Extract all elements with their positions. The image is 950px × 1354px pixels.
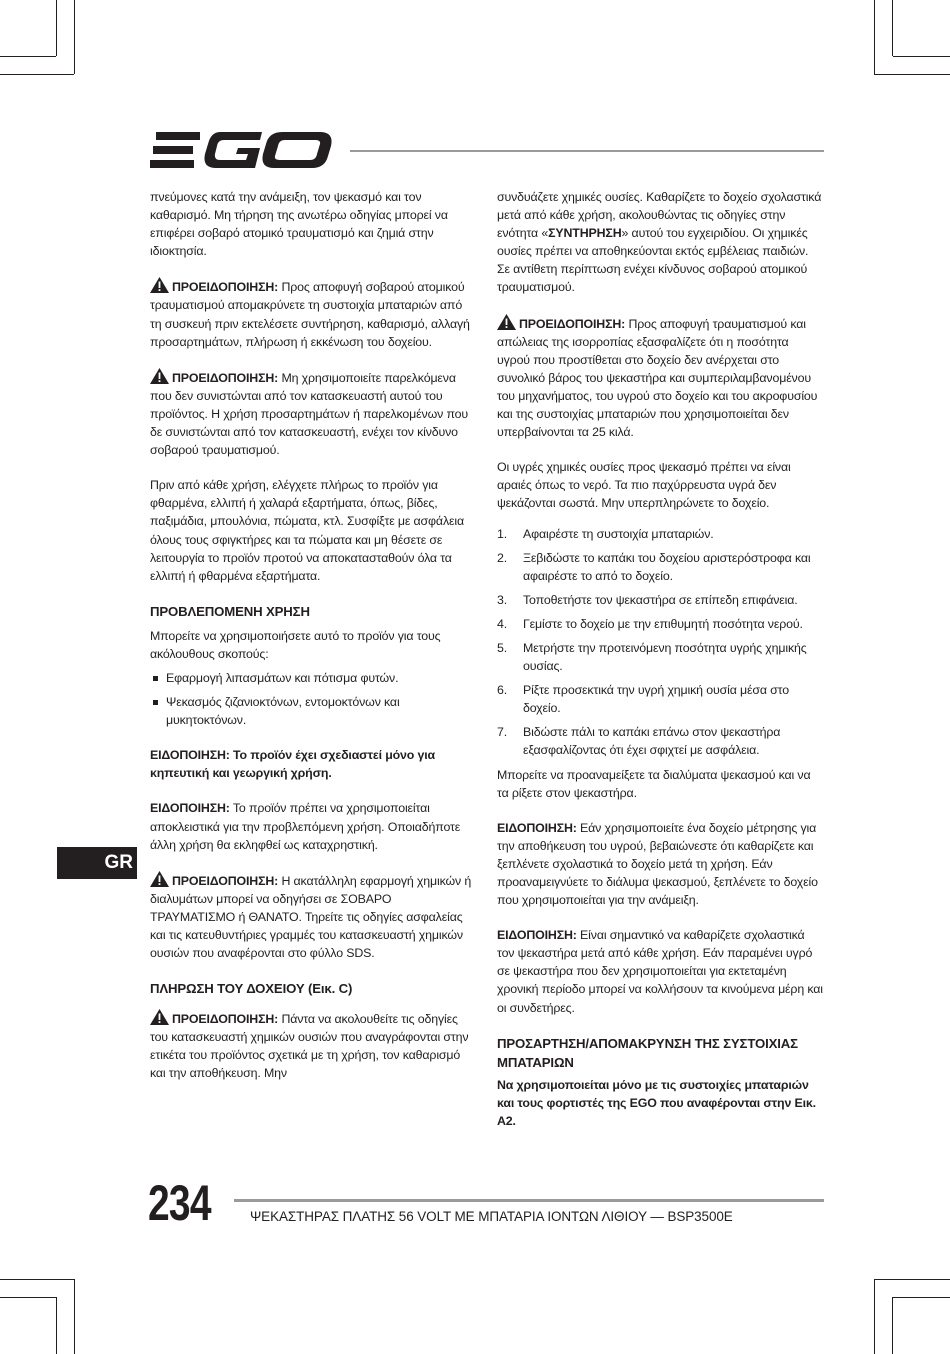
bullet-square-icon: [153, 676, 158, 681]
step-text: Ξεβιδώστε το καπάκι του δοχείου αριστερόστροφα και αφαιρέστε το από το δοχείο.: [523, 550, 811, 583]
page-number: 234: [148, 1175, 211, 1231]
intended-use-paragraph: Μπορείτε να χρησιμοποιήσετε αυτό το προϊόν για τους ακόλουθους σκοπούς:: [150, 628, 441, 661]
list-item: [497, 549, 823, 585]
crop-mark: [74, 1279, 75, 1354]
text-run: » αυτού του εγχειριδίου. Οι χημικές ουσίες πρέπει να αποθηκεύονται εκτός εμβέλειας παιδιών. Σε αντίθετη περίπτωση ενέχει κίνδυνος σοβαρού ατομικού τραυματισμού.: [497, 226, 809, 295]
notice-label: ΕΙΔΟΠΟΙΗΣΗ:: [150, 801, 230, 816]
liquids-paragraph: Οι υγρές χημικές ουσίες προς ψεκασμό πρέπει να είναι αραιές όπως το νερό. Τα πιο παχύρρευστα υγρά δεν ψεκάζονται σωστά. Μην υπερπληρώνετε το δοχείο.: [497, 460, 791, 511]
step-number: 6.: [497, 683, 508, 698]
list-item: [497, 639, 823, 675]
warning-text: Πάντα να ακολουθείτε τις οδηγίες του κατασκευαστή χημικών ουσιών που αναγράφονται στην ετικέτα του προϊόντος σχετικά με τη χρήση, τον καθαρισμό και την αποθήκευση. Μην: [150, 1012, 469, 1081]
filling-steps-list: [497, 525, 823, 760]
warning-label: ΠΡΟΕΙΔΟΠΟΙΗΣΗ:: [172, 873, 279, 888]
section-reference: ΣΥΝΤΗΡΗΣΗ: [548, 226, 622, 241]
crop-mark: [892, 0, 893, 56]
warning-text: Η ακατάλληλη εφαρμογή χημικών ή διαλυμάτων μπορεί να οδηγήσει σε ΣΟΒΑΡΟ ΤΡΑΥΜΑΤΙΣΜΟ ή ΘΑΝΑΤΟ. Τηρείτε τις οδηγίες ασφαλείας και τις κατευθυντήριες γραμμές του κατασκευαστή χημικών ουσιών που αναφέρονται στο φύλλο SDS.: [150, 873, 472, 961]
notice-text: Είναι σημαντικό να καθαρίζετε σχολαστικά τον ψεκαστήρα μετά από κάθε χρήση. Εάν παραμένει υγρό σε ψεκαστήρα που δεν χρησιμοποιείται για εκτεταμένη χρονική περίοδο μπορεί να κολλήσουν τα κινούμενα μέρη και οι συνδετήρες.: [497, 928, 823, 1015]
list-item-text: Εφαρμογή λιπασμάτων και πότισμα φυτών.: [166, 670, 399, 685]
premix-paragraph: Μπορείτε να προαναμείξετε τα διαλύματα ψεκασμού και να τα ρίξετε στον ψεκαστήρα.: [497, 767, 811, 800]
step-number: 2.: [497, 550, 508, 565]
intended-use-list: [150, 669, 476, 729]
continued-paragraph: [497, 188, 823, 297]
list-item: [497, 681, 823, 717]
notice-clean-sprayer: [497, 926, 823, 1016]
notice-garden-use: [150, 746, 476, 782]
notice-intended-only: [150, 799, 476, 853]
step-text: Βιδώστε πάλι το καπάκι επάνω στον ψεκαστήρα εξασφαλίζοντας ότι έχει σφιχτεί με ασφάλεια.: [523, 725, 781, 758]
step-number: 1.: [497, 526, 508, 541]
step-number: 4.: [497, 616, 508, 631]
list-item: [150, 693, 476, 729]
warning-triangle-icon: [150, 1009, 169, 1025]
crop-mark: [874, 0, 875, 74]
warning-weight-limit: [497, 314, 823, 442]
intended-use-heading: ΠΡΟΒΛΕΠΟΜΕΝΗ ΧΡΗΣΗ: [150, 603, 310, 619]
crop-mark: [892, 1297, 893, 1354]
step-text: Τοποθετήστε τον ψεκαστήρα σε επίπεδη επιφάνεια.: [523, 592, 798, 607]
right-column: [497, 188, 823, 1147]
list-item: [497, 591, 823, 609]
step-number: 5.: [497, 640, 508, 655]
text-run: συνδυάζετε χημικές ουσίες. Καθαρίζετε το δοχείο σχολαστικά μετά από κάθε χρήση, ακολουθώντας τις οδηγίες στην ενότητα «: [497, 190, 822, 241]
warning-label: ΠΡΟΕΙΔΟΠΟΙΗΣΗ:: [519, 316, 626, 331]
warning-triangle-icon: [150, 277, 169, 293]
notice-text: Εάν χρησιμοποιείτε ένα δοχείο μέτρησης για την αποθήκευση του υγρού, βεβαιώνεστε ότι καθαρίζετε και ξεπλένετε σχολαστικά το δοχείο μετά τη χρήση. Εάν προαναμειγνύετε το διάλυμα ψεκασμού, ξεπλένετε το δοχείο που χρησιμοποιείται για την ανάμειξη.: [497, 820, 818, 908]
notice-label: ΕΙΔΟΠΟΙΗΣΗ:: [150, 748, 230, 763]
warning-label: ΠΡΟΕΙΔΟΠΟΙΗΣΗ:: [172, 280, 279, 295]
left-column: [150, 188, 476, 1100]
notice-text: Το προϊόν έχει σχεδιαστεί μόνο για κηπευτική και γεωργική χρήση.: [150, 748, 436, 781]
crop-mark: [0, 1297, 56, 1298]
warning-battery-removal: [150, 277, 476, 350]
step-text: Μετρήστε την προτεινόμενη ποσότητα υγρής χημικής ουσίας.: [523, 640, 807, 674]
warning-label: ΠΡΟΕΙΔΟΠΟΙΗΣΗ:: [172, 1012, 279, 1027]
footer-rule: [234, 1199, 824, 1202]
step-number: 3.: [497, 592, 508, 607]
check-paragraph: Πριν από κάθε χρήση, ελέγχετε πλήρως το προϊόν για φθαρμένα, ελλιπή ή χαλαρά εξαρτήματα, όπως, βίδες, παξιμάδια, μπουλόνια, πώματα, κτλ. Συσφίξτε με ασφάλεια όλους τους σφιγκτήρες και τα πώματα και μη θέσετε σε λειτουργία το προϊόν προτού να αποκατασταθούν όλα τα ελλιπή ή φθαρμένα εξαρτήματα.: [150, 478, 464, 583]
warning-triangle-icon: [497, 314, 516, 330]
crop-mark: [893, 1297, 950, 1298]
warning-label: ΠΡΟΕΙΔΟΠΟΙΗΣΗ:: [172, 370, 279, 385]
bullet-square-icon: [153, 700, 158, 705]
notice-label: ΕΙΔΟΠΟΙΗΣΗ:: [497, 820, 577, 835]
intro-paragraph: πνεύμονες κατά την ανάμειξη, τον ψεκασμό και τον καθαρισμό. Μη τήρηση της ανωτέρω οδηγίας μπορεί να επιφέρει σοβαρό ατομικό τραυματισμό και ζημιά στην ιδιοκτησία.: [150, 190, 448, 259]
crop-mark: [0, 1279, 74, 1280]
battery-heading: ΠΡΟΣΑΡΤΗΣΗ/ΑΠΟΜΑΚΡΥΝΣΗ ΤΗΣ ΣΥΣΤΟΙΧΙΑΣ ΜΠΑΤΑΡΙΩΝ: [497, 1035, 798, 1070]
warning-text: Προς αποφυγή τραυματισμού και απώλειας της ισορροπίας εξασφαλίζετε ότι η ποσότητα υγρού που προστίθεται στο δοχείο δεν ανέρχεται στο συνολικό βάρος του ψεκαστήρα και συμπεριλαμβανομένου του μηχανήματος, του υγρού στο δοχείο και του ακροφυσίου και της συστοιχίας μπαταριών που χρησιμοποιείται δεν υπερβαίνονται τα 25 κιλά.: [497, 316, 818, 440]
list-item-text: Ψεκασμός ζιζανιοκτόνων, εντομοκτόνων και μυκητοκτόνων.: [166, 695, 400, 728]
step-text: Αφαιρέστε τη συστοιχία μπαταριών.: [523, 526, 714, 541]
warning-text: Προς αποφυγή σοβαρού ατομικού τραυματισμού απομακρύνετε τη συστοιχία μπαταριών από τη συσκευή πριν εκτελέσετε συντήρηση, καθαρισμό, αλλαγή προσαρτημάτων, πλήρωση ή εκκένωση του δοχείου.: [150, 280, 470, 349]
crop-mark: [874, 1279, 950, 1280]
step-text: Ρίξτε προσεκτικά την υγρή χημική ουσία μέσα στο δοχείο.: [523, 683, 789, 716]
crop-mark: [56, 1297, 57, 1354]
crop-mark: [0, 74, 74, 75]
notice-measuring-container: [497, 819, 823, 909]
language-tab: GR: [57, 847, 137, 879]
warning-triangle-icon: [150, 871, 169, 887]
warning-manufacturer-instructions: [150, 1009, 476, 1082]
footer-title: ΨΕΚΑΣΤΗΡΑΣ ΠΛΑΤΗΣ 56 VOLT ΜΕ ΜΠΑΤΑΡΙΑ ΙΟΝΤΩΝ ΛΙΘΙΟΥ — BSP3500E: [250, 1209, 733, 1224]
warning-chemicals: [150, 871, 476, 962]
crop-mark: [874, 1279, 875, 1354]
warning-triangle-icon: [150, 368, 169, 384]
warning-text: Μη χρησιμοποιείτε παρελκόμενα που δεν συνιστώνται από τον κατασκευαστή αυτού του προϊόντος. Η χρήση προσαρτημάτων ή παρελκομένων που δε συνιστώνται από τον κατασκευαστή, ενέχει τον κίνδυνο σοβαρού τραυματισμού.: [150, 370, 469, 458]
notice-text: Το προϊόν πρέπει να χρησιμοποιείται αποκλειστικά για την προβλεπόμενη χρήση. Οποιαδήποτε άλλη χρήση θα εκληφθεί ως καταχρηστική.: [150, 801, 461, 852]
header-rule: [350, 150, 824, 152]
ego-logo: [150, 130, 332, 170]
list-item: [497, 525, 823, 543]
step-number: 7.: [497, 725, 508, 740]
crop-mark: [0, 56, 56, 57]
tank-filling-heading: ΠΛΗΡΩΣΗ ΤΟΥ ΔΟΧΕΙΟΥ (Εικ. C): [150, 981, 353, 997]
step-text: Γεμίστε το δοχείο με την επιθυμητή ποσότητα νερού.: [523, 616, 803, 631]
warning-accessories: [150, 368, 476, 459]
notice-label: ΕΙΔΟΠΟΙΗΣΗ:: [497, 928, 577, 943]
crop-mark: [56, 0, 57, 56]
list-item: [497, 723, 823, 759]
crop-mark: [874, 74, 950, 75]
crop-mark: [893, 56, 950, 57]
list-item: [150, 669, 476, 687]
crop-mark: [74, 0, 75, 74]
list-item: [497, 615, 823, 633]
battery-paragraph: Να χρησιμοποιείται μόνο με τις συστοιχίες μπαταριών και τους φορτιστές της EGO που αναφέρονται στην Εικ. A2.: [497, 1077, 816, 1128]
